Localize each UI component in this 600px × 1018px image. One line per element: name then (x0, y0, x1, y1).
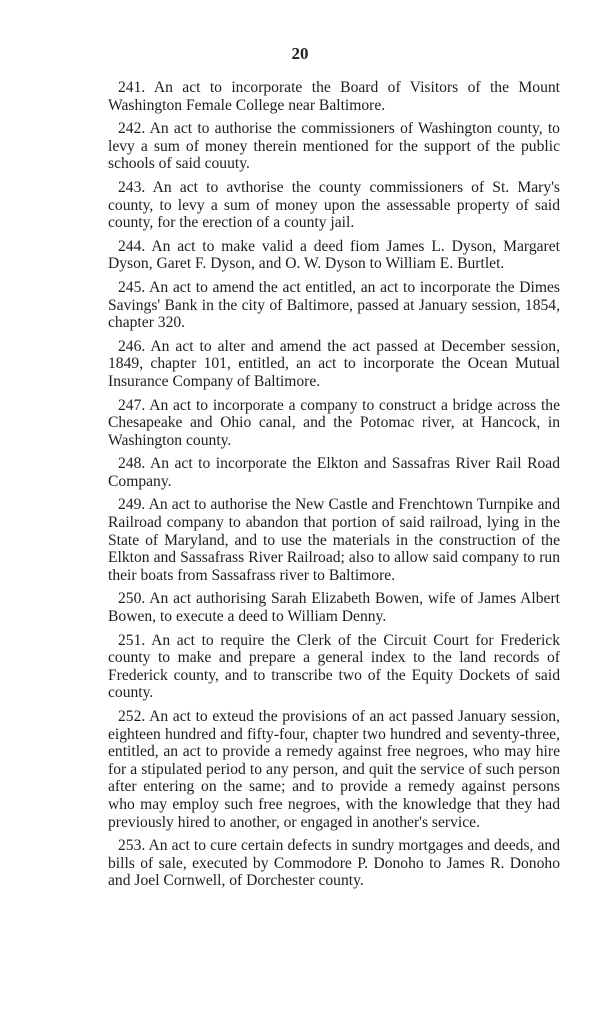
act-text: An act authorising Sarah Elizabeth Bowen, wife of James Albert Bowen, to execute a deed to William Denny. (108, 590, 560, 626)
act-number: 248. (118, 455, 146, 473)
act-number: 241. (118, 79, 146, 96)
act-text: An act to amend the act entitled, an act to incorporate the Dimes Savings' Bank in the city of Baltimore, passed at January session, 1854, chapter 320. (108, 278, 560, 332)
act-entry (108, 632, 560, 702)
act-text: An act to make valid a deed fiom James L. Dyson, Margaret Dyson, Garet F. Dyson, and O. W. Dyson to William E. Burtlet. (108, 237, 560, 273)
act-number: 250. (118, 590, 146, 608)
act-number: 252. (118, 708, 146, 725)
act-entry (108, 837, 560, 890)
page-number: 20 (291, 44, 309, 63)
act-number: 253. (118, 837, 146, 855)
act-number: 249. (118, 496, 146, 514)
act-entry (108, 179, 560, 232)
act-entry (108, 79, 560, 114)
act-number: 251. (118, 631, 146, 649)
act-text: An act to authorise the commissioners of Washington county, to levy a sum of money therein mentioned for the support of the public schools of said couuty. (108, 120, 560, 173)
act-number: 245. (118, 278, 146, 296)
act-text: An act to avthorise the county commissioners of St. Mary's county, to levy a sum of money upon the assessable property of said county, for the erection of a county jail. (108, 178, 561, 232)
act-text: An act to incorporate the Elkton and Sassafras River Rail Road Company. (108, 455, 560, 490)
act-entry (108, 496, 560, 584)
act-number: 243. (118, 178, 146, 196)
act-number: 246. (118, 337, 146, 355)
act-text: An act to incorporate a company to construct a bridge across the Chesapeake and Ohio canal, and the Potomac river, at Hancock, in Washington county. (108, 396, 560, 449)
act-entry (108, 238, 560, 273)
act-number: 247. (118, 396, 146, 414)
act-number: 244. (118, 237, 146, 255)
act-number: 242. (118, 120, 146, 138)
act-entry (108, 590, 560, 625)
act-list (108, 79, 560, 896)
act-text: An act to authorise the New Castle and Frenchtown Turnpike and Railroad company to abandon that portion of said railroad, lying in the State of Maryland, and to use the materials in the construction of the Elkton and Sassafrass River Railroad; also to allow said company to run their boats from Sassafrass river to Baltimore. (108, 496, 560, 584)
act-entry (108, 455, 560, 490)
act-text: An act to exteud the provisions of an act passed January session, eighteen hundred and fifty-four, chapter two hundred and seventy-three, entitled, an act to provide a remedy against free negroes, who may hire for a stipulated period to any person, and quit the service of such person after entering on the same; and to provide a remedy against persons who may employ such free negroes, with the knowledge that they had previously hired to another, or engaged in another's service. (108, 708, 560, 831)
act-text: An act to incorporate the Board of Visitors of the Mount Washington Female College near Baltimore. (108, 79, 560, 114)
act-text: An act to cure certain defects in sundry mortgages and deeds, and bills of sale, executed by Commodore P. Donoho to James R. Donoho and Joel Cornwell, of Dorchester county. (108, 837, 560, 890)
act-entry (108, 120, 560, 173)
act-entry (108, 279, 560, 332)
act-text: An act to require the Clerk of the Circuit Court for Frederick county to make and prepare a general index to the land records of Frederick county, and to transcribe two of the Equity Dockets of said county. (108, 631, 560, 702)
act-entry (108, 397, 560, 450)
act-entry (108, 338, 560, 391)
act-text: An act to alter and amend the act passed at December session, 1849, chapter 101, entitled, an act to incorporate the Ocean Mutual Insurance Company of Baltimore. (108, 337, 560, 390)
act-entry (108, 708, 560, 831)
